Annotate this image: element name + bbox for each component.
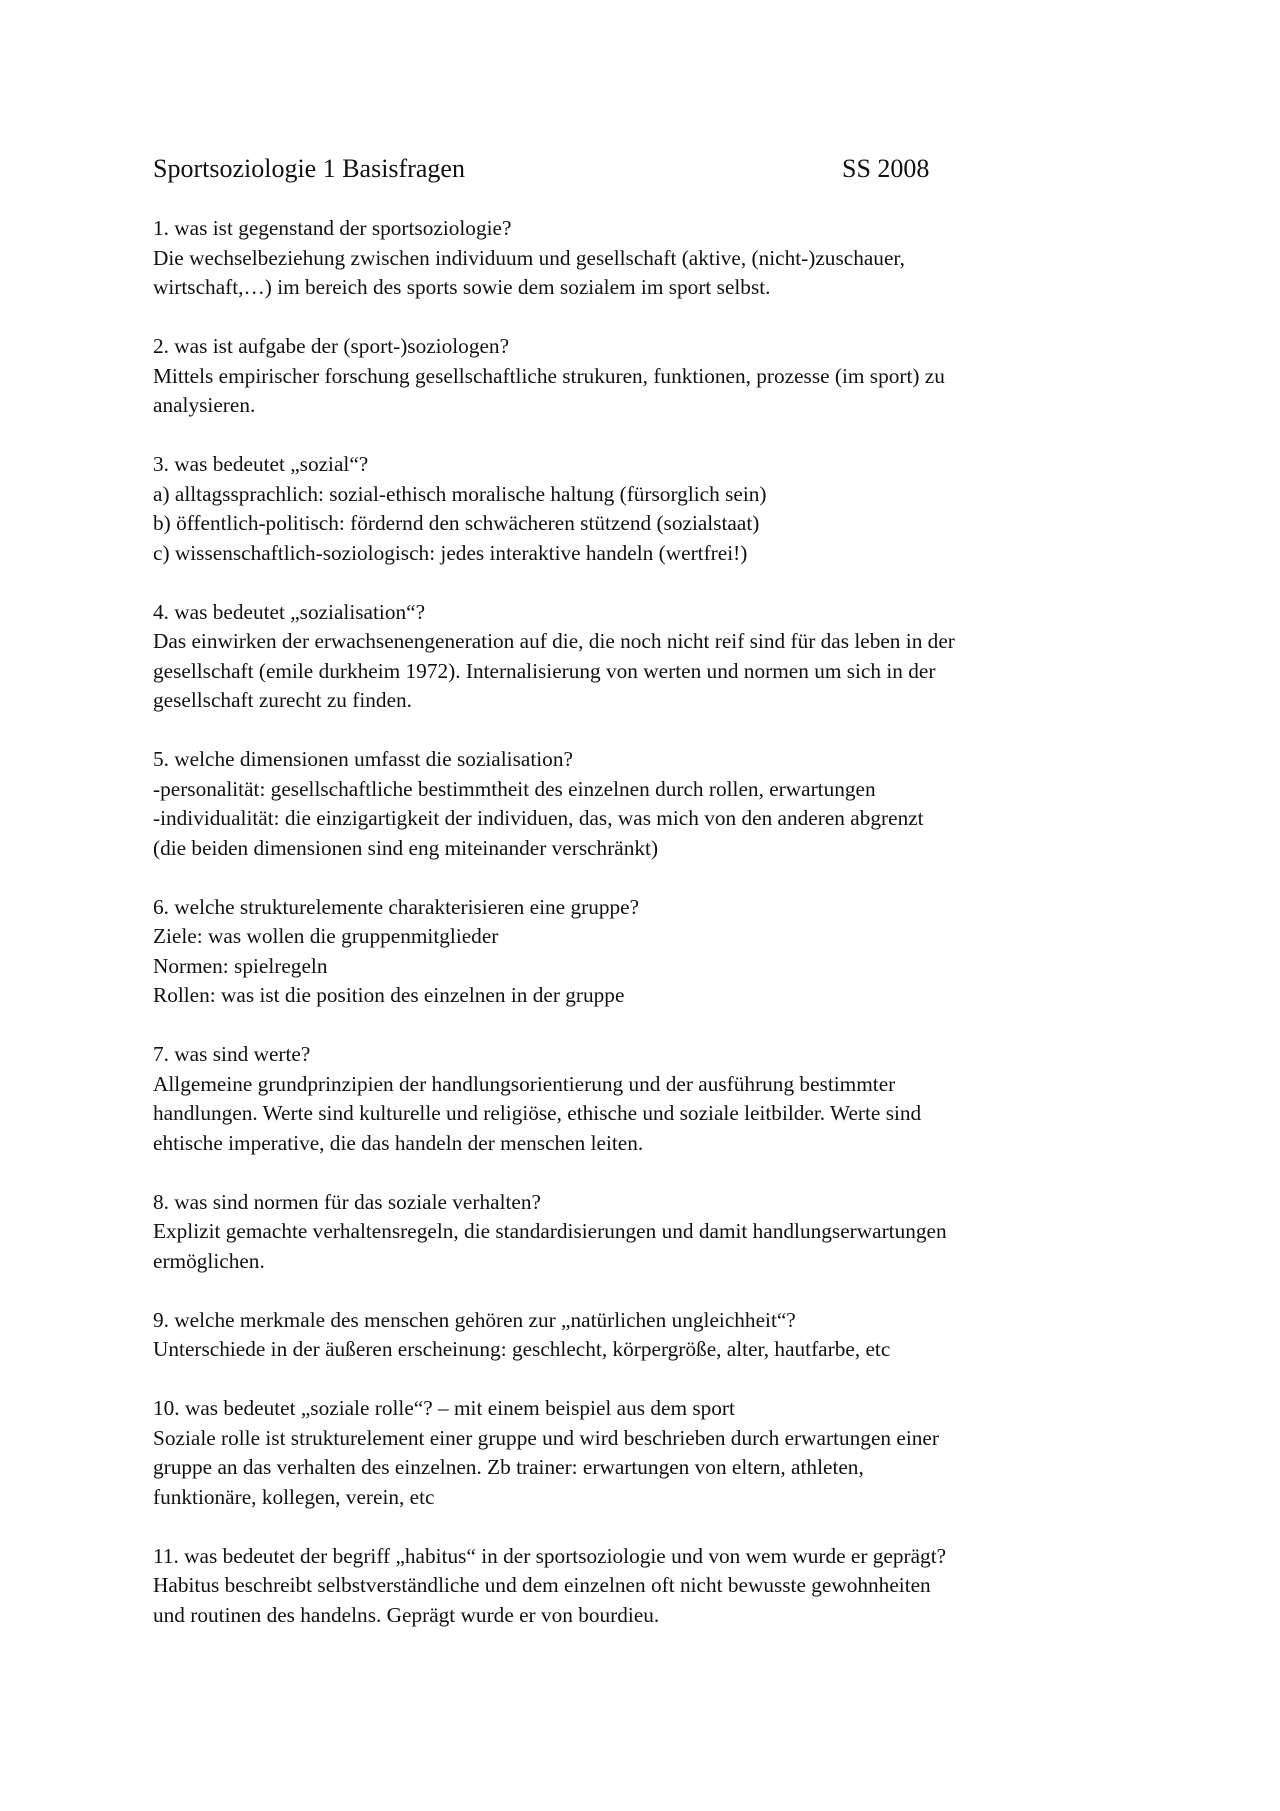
question-text: 3. was bedeutet „sozial“? bbox=[153, 452, 369, 476]
answer-line: Ziele: was wollen die gruppenmitglieder bbox=[153, 924, 499, 948]
answer-line: handlungen. Werte sind kulturelle und religiöse, ethische und soziale leitbilder. Werte sind bbox=[153, 1101, 922, 1125]
question-block-7 bbox=[153, 1040, 1143, 1158]
answer-line: a) alltagssprachlich: sozial-ethisch moralische haltung (fürsorglich sein) bbox=[153, 481, 767, 506]
answer-line: Rollen: was ist die position des einzelnen in der gruppe bbox=[153, 983, 625, 1007]
question-block-11 bbox=[153, 1542, 1143, 1631]
answer-line: -individualität: die einzigartigkeit der individuen, das, was mich von den anderen abgrenzt bbox=[153, 806, 924, 830]
question-text: 10. was bedeutet „soziale rolle“? – mit einem beispiel aus dem sport bbox=[153, 1396, 735, 1420]
answer-line: gesellschaft (emile durkheim 1972). Internalisierung von werten und normen um sich in der bbox=[153, 658, 936, 683]
answer-line: Das einwirken der erwachsenengeneration auf die, die noch nicht reif sind für das leben in der bbox=[153, 629, 955, 653]
question-block-4 bbox=[153, 598, 1143, 716]
answer-line: Habitus beschreibt selbstverständliche und dem einzelnen oft nicht bewusste gewohnheiten bbox=[153, 1573, 931, 1597]
answer-line: wirtschaft,…) im bereich des sports sowie dem sozialem im sport selbst. bbox=[153, 275, 771, 299]
answer-line: c) wissenschaftlich-soziologisch: jedes interaktive handeln (wertfrei!) bbox=[153, 540, 748, 565]
document-header bbox=[153, 152, 1143, 186]
question-text: 4. was bedeutet „sozialisation“? bbox=[153, 599, 426, 624]
question-block-10 bbox=[153, 1394, 1143, 1512]
question-text: 5. welche dimensionen umfasst die sozialisation? bbox=[153, 747, 573, 771]
question-text: 6. welche strukturelemente charakterisieren eine gruppe? bbox=[153, 894, 640, 919]
question-block-1 bbox=[153, 214, 1143, 303]
question-block-8 bbox=[153, 1188, 1143, 1277]
question-text: 8. was sind normen für das soziale verhalten? bbox=[153, 1189, 541, 1214]
answer-line: (die beiden dimensionen sind eng miteinander verschränkt) bbox=[153, 835, 659, 860]
question-block-3 bbox=[153, 450, 1143, 568]
document-content bbox=[153, 152, 1143, 1660]
answer-line: analysieren. bbox=[153, 393, 256, 417]
answer-line: gesellschaft zurecht zu finden. bbox=[153, 688, 412, 712]
document-title: Sportsoziologie 1 Basisfragen bbox=[153, 154, 465, 183]
question-text: 2. was ist aufgabe der (sport-)soziologen? bbox=[153, 334, 510, 358]
question-block-2 bbox=[153, 332, 1143, 421]
answer-line: Mittels empirischer forschung gesellschaftliche strukuren, funktionen, prozesse (im sport) zu bbox=[153, 363, 945, 388]
answer-line: b) öffentlich-politisch: fördernd den schwächeren stützend (sozialstaat) bbox=[153, 511, 760, 535]
answer-line: Die wechselbeziehung zwischen individuum und gesellschaft (aktive, (nicht-)zuschauer, bbox=[153, 245, 905, 270]
question-block-9 bbox=[153, 1306, 1143, 1365]
question-block-6 bbox=[153, 893, 1143, 1011]
answer-line: und routinen des handelns. Geprägt wurde er von bourdieu. bbox=[153, 1602, 660, 1627]
answer-line: ehtische imperative, die das handeln der menschen leiten. bbox=[153, 1130, 644, 1155]
answer-line: -personalität: gesellschaftliche bestimmtheit des einzelnen durch rollen, erwartungen bbox=[153, 776, 876, 801]
answer-line: gruppe an das verhalten des einzelnen. Zb trainer: erwartungen von eltern, athleten, bbox=[153, 1455, 864, 1479]
question-text: 1. was ist gegenstand der sportsoziologie? bbox=[153, 216, 512, 240]
question-text: 7. was sind werte? bbox=[153, 1042, 311, 1066]
question-text: 11. was bedeutet der begriff „habitus“ in der sportsoziologie und von wem wurde er geprägt? bbox=[153, 1543, 947, 1568]
answer-line: Explizit gemachte verhaltensregeln, die standardisierungen und damit handlungserwartungen bbox=[153, 1219, 947, 1243]
semester-label: SS 2008 bbox=[842, 154, 930, 183]
answer-line: ermöglichen. bbox=[153, 1248, 265, 1273]
answer-line: funktionäre, kollegen, verein, etc bbox=[153, 1484, 435, 1509]
question-block-5 bbox=[153, 745, 1143, 863]
answer-line: Unterschiede in der äußeren erscheinung: geschlecht, körpergröße, alter, hautfarbe, etc bbox=[153, 1337, 891, 1361]
answer-line: Normen: spielregeln bbox=[153, 953, 328, 978]
question-text: 9. welche merkmale des menschen gehören zur „natürlichen ungleichheit“? bbox=[153, 1307, 796, 1332]
answer-line: Soziale rolle ist strukturelement einer gruppe und wird beschrieben durch erwartungen einer bbox=[153, 1425, 939, 1450]
answer-line: Allgemeine grundprinzipien der handlungsorientierung und der ausführung bestimmter bbox=[153, 1071, 896, 1096]
